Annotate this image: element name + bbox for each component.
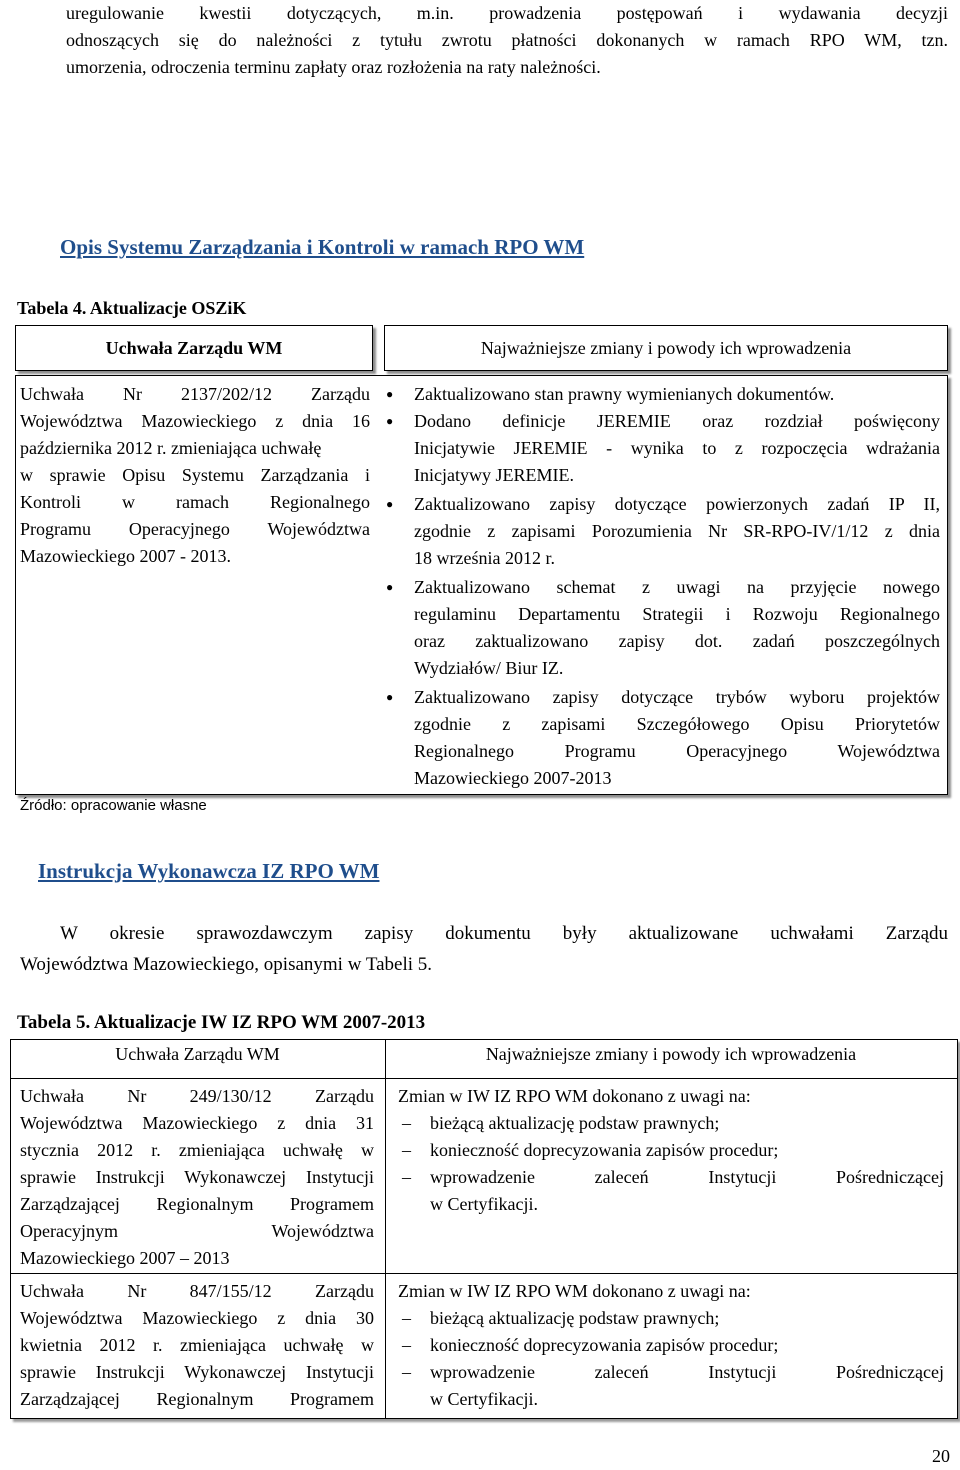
dash-item	[398, 1332, 944, 1359]
table5-left-line: Zarządzającej Regionalnym Programem	[20, 1389, 374, 1409]
table5-caption: Tabela 5. Aktualizacje IW IZ RPO WM 2007-2013	[17, 1012, 426, 1033]
table4-bullet-item	[380, 684, 940, 792]
table5-row1-right	[398, 1083, 944, 1218]
bullet-line: oraz zaktualizowano zapisy dot. zadań poszczególnych	[414, 631, 940, 651]
table5-dash-list	[398, 1110, 944, 1218]
table5-left-line: stycznia 2012 r. zmieniająca uchwałę w	[20, 1140, 374, 1160]
paragraph-line: W okresie sprawozdawczym zapisy dokumentu były aktualizowane uchwałami Zarządu	[60, 923, 948, 944]
dash-line: – wprowadzenie zaleceń Instytucji Pośredniczącej	[430, 1167, 944, 1187]
dash-item	[398, 1164, 944, 1218]
table4-left-line: Województwa Mazowieckiego z dnia 16	[20, 411, 370, 431]
dash-line: w Certyfikacji.	[430, 1194, 538, 1214]
table4-bullet-item	[380, 574, 940, 682]
table5-column-divider	[385, 1039, 386, 1418]
table4-left-line: Uchwała Nr 2137/202/12 Zarządu	[20, 384, 370, 404]
bullet-line: zgodnie z zapisami Porozumienia Nr SR-RPO-IV/1/12 z dnia	[414, 521, 940, 541]
bullet-line: ● Zaktualizowano schemat z uwagi na przyjęcie nowego	[414, 577, 940, 597]
table4-bullet-list	[380, 381, 940, 792]
table5-left-line: sprawie Instrukcji Wykonawczej Instytucji	[20, 1362, 374, 1382]
table5-row2-left	[20, 1278, 374, 1413]
table5-dash-list	[398, 1305, 944, 1413]
dash-line: – bieżącą aktualizację podstaw prawnych;	[430, 1113, 720, 1133]
bullet-line: ● Zaktualizowano zapisy dotyczące trybów wyboru projektów	[414, 687, 940, 707]
table5-header-left: Uchwała Zarządu WM	[115, 1044, 280, 1064]
dash-item	[398, 1305, 944, 1332]
bullet-line: ● Zaktualizowano zapisy dotyczące powierzonych zadań IP II,	[414, 494, 940, 514]
intro-line: odnoszących się do należności z tytułu zwrotu płatności dokonanych w ramach RPO WM, tzn.	[66, 30, 948, 50]
bullet-line: Inicjatywie JEREMIE - wynika to z rozpoczęcia wdrażania	[414, 438, 940, 458]
table4-bullet-item	[380, 491, 940, 572]
intro-line: umorzenia, odroczenia terminu zapłaty oraz rozłożenia na raty należności.	[66, 57, 601, 77]
paragraph-line: Województwa Mazowieckiego, opisanymi w Tabeli 5.	[20, 954, 433, 975]
intro-line: uregulowanie kwestii dotyczących, m.in. prowadzenia postępowań i wydawania decyzji	[66, 3, 948, 23]
table4-left-line: Mazowieckiego 2007 - 2013.	[20, 546, 231, 566]
bullet-line: Inicjatywy JEREMIE.	[414, 465, 574, 485]
table5-left-line: Województwa Mazowieckiego z dnia 30	[20, 1308, 374, 1328]
table4-bullet-item	[380, 381, 940, 408]
table4-caption: Tabela 4. Aktualizacje OSZiK	[17, 298, 247, 318]
dash-item	[398, 1110, 944, 1137]
dash-line: – konieczność doprecyzowania zapisów procedur;	[430, 1335, 779, 1355]
dash-line: – wprowadzenie zaleceń Instytucji Pośredniczącej	[430, 1362, 944, 1382]
table5-left-line: Mazowieckiego 2007 – 2013	[20, 1248, 230, 1268]
table5-left-line: Uchwała Nr 249/130/12 Zarządu	[20, 1086, 374, 1106]
table5-intro: Zmian w IW IZ RPO WM dokonano z uwagi na:	[398, 1086, 751, 1106]
bullet-line: zgodnie z zapisami Szczegółowego Opisu Priorytetów	[414, 714, 940, 734]
table4-header-left: Uchwała Zarządu WM	[15, 325, 373, 371]
table4-left-line: Programu Operacyjnego Województwa	[20, 519, 370, 539]
bullet-line: regulaminu Departamentu Strategii i Rozwoju Regionalnego	[414, 604, 940, 624]
section-heading-oszik: Opis Systemu Zarządzania i Kontroli w ramach RPO WM	[60, 235, 585, 259]
intro-paragraph	[66, 0, 948, 81]
table4-right-cell	[380, 381, 940, 792]
table5-row1-left	[20, 1083, 374, 1272]
table5-row2-right	[398, 1278, 944, 1413]
table4-bullet-item	[380, 408, 940, 489]
bullet-line: ● Zaktualizowano stan prawny wymienianych dokumentów.	[414, 384, 835, 404]
table4-left-cell	[20, 381, 370, 570]
table5-header-divider	[10, 1078, 957, 1079]
section2-paragraph	[20, 918, 948, 980]
table5-left-line: kwietnia 2012 r. zmieniająca uchwałę w	[20, 1335, 374, 1355]
table5-left-line: Operacyjnym Województwa	[20, 1221, 374, 1241]
table5-left-line: Uchwała Nr 847/155/12 Zarządu	[20, 1281, 374, 1301]
table5-left-line: Województwa Mazowieckiego z dnia 31	[20, 1113, 374, 1133]
table4-left-line: października 2012 r. zmieniająca uchwałę	[20, 438, 322, 458]
table5-header-right: Najważniejsze zmiany i powody ich wprowadzenia	[485, 1044, 857, 1064]
table4-source: Źródło: opracowanie własne	[20, 797, 207, 814]
bullet-line: 18 września 2012 r.	[414, 548, 555, 568]
dash-item	[398, 1137, 944, 1164]
table4-left-line: w sprawie Opisu Systemu Zarządzania i	[20, 465, 370, 485]
section-heading-instrukcja: Instrukcja Wykonawcza IZ RPO WM	[38, 859, 380, 883]
table5-intro: Zmian w IW IZ RPO WM dokonano z uwagi na:	[398, 1281, 751, 1301]
dash-line: w Certyfikacji.	[430, 1389, 538, 1409]
bullet-line: Wydziałów/ Biur IZ.	[414, 658, 564, 678]
bullet-line: Regionalnego Programu Operacyjnego Województwa	[414, 741, 940, 761]
dash-line: – konieczność doprecyzowania zapisów procedur;	[430, 1140, 779, 1160]
table4-header-right: Najważniejsze zmiany i powody ich wprowadzenia	[384, 325, 948, 371]
table5-row-divider	[10, 1273, 957, 1274]
dash-line: – bieżącą aktualizację podstaw prawnych;	[430, 1308, 720, 1328]
table5-left-line: sprawie Instrukcji Wykonawczej Instytucji	[20, 1167, 374, 1187]
table5-left-line: Zarządzającej Regionalnym Programem	[20, 1194, 374, 1214]
bullet-line: ● Dodano definicje JEREMIE oraz rozdział poświęcony	[414, 411, 940, 431]
page-number: 20	[932, 1446, 950, 1466]
table4-left-line: Kontroli w ramach Regionalnego	[20, 492, 370, 512]
bullet-line: Mazowieckiego 2007-2013	[414, 768, 612, 788]
dash-item	[398, 1359, 944, 1413]
